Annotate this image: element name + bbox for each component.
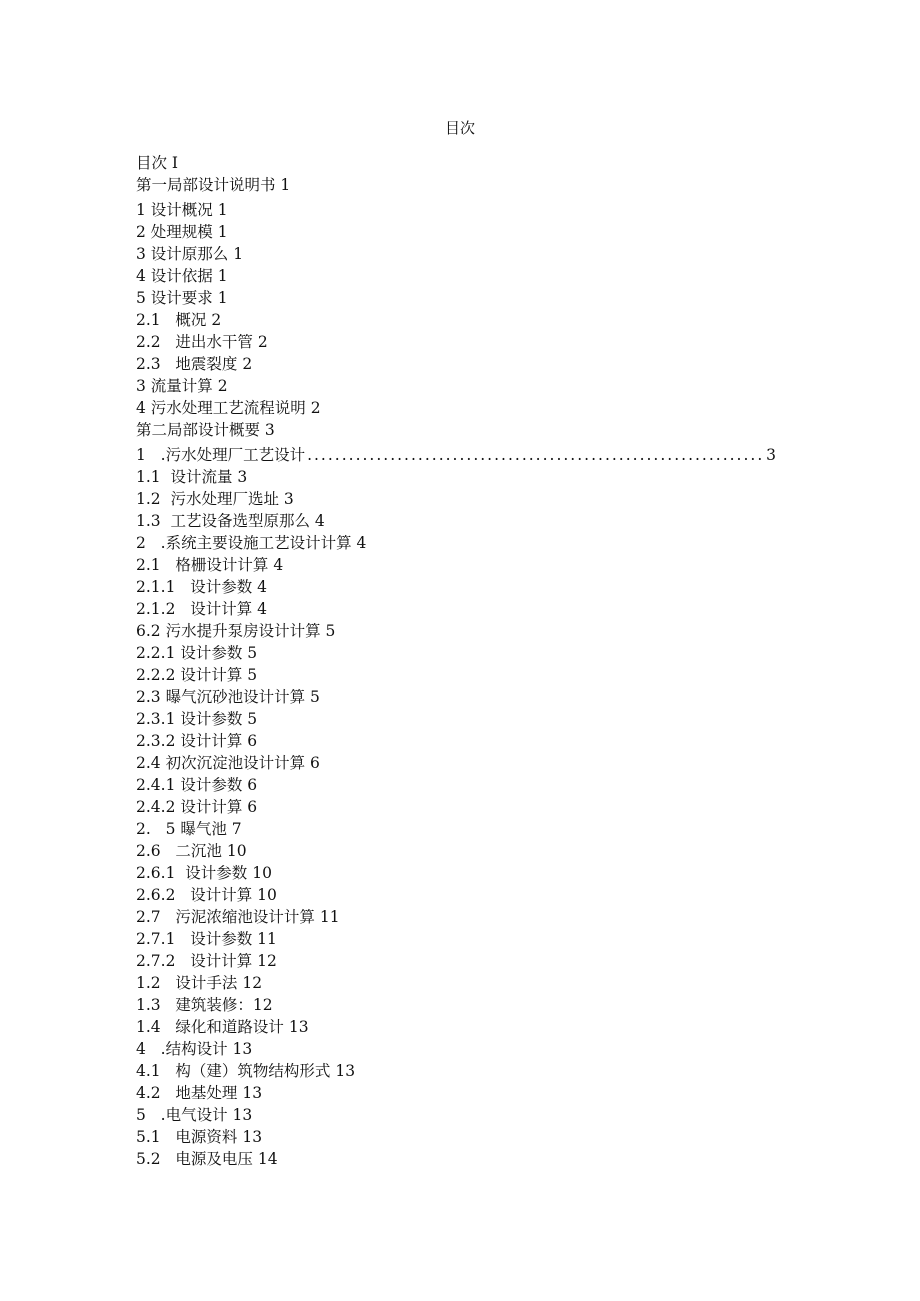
- toc-entry: 4.1 构（建）筑物结构形式 13: [136, 1062, 356, 1080]
- toc-entry: 1.3 建筑装修：12: [136, 996, 273, 1014]
- table-of-contents: [136, 152, 786, 1170]
- toc-entry: 5 .电气设计 13: [136, 1106, 253, 1124]
- toc-entry: 2.7 污泥浓缩池设计计算 11: [136, 908, 340, 926]
- toc-entry: 2.6.2 设计计算 10: [136, 886, 277, 904]
- toc-entry: 2.3 曝气沉砂池设计计算 5: [136, 688, 320, 706]
- toc-entry: 5.1 电源资料 13: [136, 1128, 263, 1146]
- toc-entry: 2.7.2 设计计算 12: [136, 952, 277, 970]
- toc-entry: 1.2 设计手法 12: [136, 974, 263, 992]
- toc-entry: 1.4 绿化和道路设计 13: [136, 1018, 309, 1036]
- toc-entry: 2.4 初次沉淀池设计计算 6: [136, 754, 320, 772]
- toc-entry: 5.2 电源及电压 14: [136, 1150, 278, 1168]
- toc-entry: 1.3 工艺设备选型原那么 4: [136, 512, 325, 530]
- toc-entry: 1 设计概况 1: [136, 201, 228, 219]
- toc-entry: 1.2 污水处理厂选址 3: [136, 490, 294, 508]
- toc-entry: 2.1.1 设计参数 4: [136, 578, 268, 596]
- toc-entry: 2 .系统主要设施工艺设计计算 4: [136, 534, 367, 552]
- toc-entry: 2.4.2 设计计算 6: [136, 798, 258, 816]
- toc-entry: 5 设计要求 1: [136, 289, 228, 307]
- toc-entry-with-leader: [136, 444, 776, 466]
- toc-entry: 2.7.1 设计参数 11: [136, 930, 277, 948]
- toc-entry: 2.3 地震裂度 2: [136, 355, 253, 373]
- toc-entry: 1.1 设计流量 3: [136, 468, 248, 486]
- toc-entry: 3 流量计算 2: [136, 377, 228, 395]
- toc-entry: 4 污水处理工艺流程说明 2: [136, 399, 321, 417]
- toc-entry: 2.4.1 设计参数 6: [136, 776, 258, 794]
- toc-entry: 4 设计依据 1: [136, 267, 228, 285]
- dot-leader: [307, 444, 764, 466]
- toc-entry: 2. 5 曝气池 7: [136, 820, 242, 838]
- toc-entry: 目次 I: [136, 154, 179, 172]
- toc-entry: 3 设计原那么 1: [136, 245, 244, 263]
- toc-entry: 2 处理规模 1: [136, 223, 228, 241]
- toc-entry-text: 1 .污水处理厂工艺设计: [136, 446, 306, 464]
- toc-entry: 2.6.1 设计参数 10: [136, 864, 272, 882]
- toc-entry: 第二局部设计概要 3: [136, 421, 275, 439]
- toc-entry: 2.1 格栅设计计算 4: [136, 556, 284, 574]
- toc-entry: 4 .结构设计 13: [136, 1040, 253, 1058]
- toc-entry: 2.1 概况 2: [136, 311, 222, 329]
- toc-entry: 2.3.1 设计参数 5: [136, 710, 258, 728]
- toc-entry: 2.6 二沉池 10: [136, 842, 247, 860]
- toc-entry: 第一局部设计说明书 1: [136, 176, 291, 194]
- toc-entry: 4.2 地基处理 13: [136, 1084, 263, 1102]
- toc-entry: 2.2 进出水干管 2: [136, 333, 268, 351]
- toc-entry: 2.1.2 设计计算 4: [136, 600, 268, 618]
- toc-entry: 2.2.1 设计参数 5: [136, 644, 258, 662]
- toc-entry: 6.2 污水提升泵房设计计算 5: [136, 622, 336, 640]
- page-title: 目次: [444, 119, 475, 137]
- toc-entry: 2.3.2 设计计算 6: [136, 732, 258, 750]
- toc-entry: 2.2.2 设计计算 5: [136, 666, 258, 684]
- toc-page-number: 3: [766, 446, 776, 464]
